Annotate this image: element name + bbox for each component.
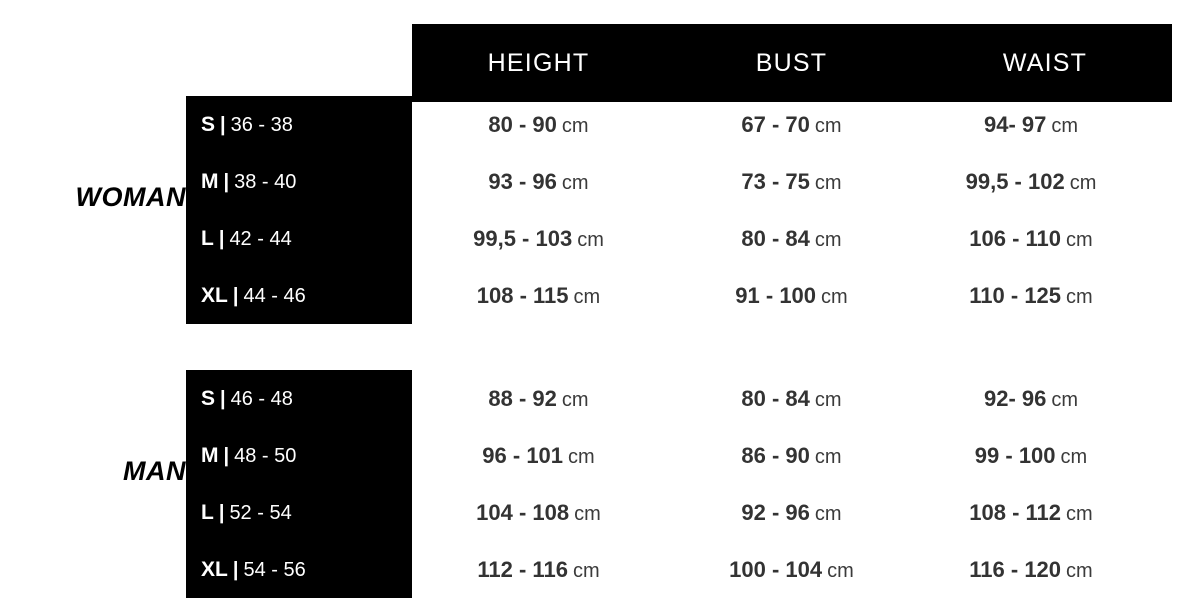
size-cell [186,444,412,468]
table-row [186,370,1200,427]
waist-cell [918,500,1172,526]
group-man [0,370,1200,598]
height-cell [412,500,665,526]
column-header-bust: BUST [755,48,828,77]
height-unit: cm [561,171,589,194]
table-row [186,210,1200,267]
waist-value: 106 - 110 [969,225,1062,251]
table-header-row [412,24,1172,102]
waist-value: 108 - 112 [969,499,1062,525]
waist-unit: cm [1051,388,1079,411]
bust-unit: cm [814,502,842,525]
size-label: S [201,386,216,410]
height-cell [412,226,665,252]
height-value: 99,5 - 103 [473,225,573,251]
bust-value: 80 - 84 [741,225,810,251]
height-value: 80 - 90 [488,111,557,137]
size-range: 42 - 44 [229,227,292,250]
bust-cell [665,557,918,583]
group-woman [0,96,1200,324]
size-label: S [201,112,216,136]
size-range: 46 - 48 [230,387,293,410]
group-label-man: MAN [123,456,186,486]
waist-cell [918,169,1172,195]
height-unit: cm [573,285,601,308]
waist-unit: cm [1051,114,1079,137]
waist-value: 99 - 100 [974,442,1056,468]
waist-cell [918,386,1172,412]
size-cell [186,558,412,582]
waist-unit: cm [1066,228,1093,251]
size-label: L [201,500,214,524]
rows-man [186,370,1200,598]
height-unit: cm [561,114,589,137]
height-value: 96 - 101 [482,442,564,468]
size-separator: | [220,113,226,136]
bust-value: 86 - 90 [741,442,810,468]
height-value: 88 - 92 [488,385,557,411]
bust-unit: cm [814,114,842,137]
bust-value: 91 - 100 [735,282,817,308]
bust-cell [665,500,918,526]
height-cell [412,283,665,309]
rows-woman [186,96,1200,324]
bust-unit: cm [814,388,842,411]
size-range: 38 - 40 [234,170,297,193]
size-cell [186,387,412,411]
bust-unit: cm [827,559,854,582]
size-label: XL [201,557,228,581]
size-separator: | [232,558,239,581]
waist-cell [918,112,1172,138]
bust-unit: cm [814,171,842,194]
table-row [186,267,1200,324]
bust-value: 92 - 96 [741,499,810,525]
waist-value: 110 - 125 [969,282,1062,308]
size-cell [186,113,412,137]
size-separator: | [218,501,225,524]
bust-unit: cm [814,228,842,251]
bust-value: 73 - 75 [741,168,810,194]
size-label: M [201,443,219,467]
waist-unit: cm [1069,171,1097,194]
waist-cell [918,443,1172,469]
height-unit: cm [561,388,589,411]
size-label: XL [201,283,228,307]
waist-unit: cm [1060,445,1088,468]
height-unit: cm [568,445,595,468]
size-range: 48 - 50 [234,444,297,467]
table-row [186,541,1200,598]
size-separator: | [218,227,225,250]
size-range: 52 - 54 [229,501,292,524]
column-header-waist: WAIST [1002,48,1088,77]
size-cell [186,170,412,194]
table-row [186,96,1200,153]
bust-cell [665,283,918,309]
bust-value: 80 - 84 [741,385,810,411]
size-cell [186,227,412,251]
waist-unit: cm [1066,559,1093,582]
waist-cell [918,226,1172,252]
bust-cell [665,169,918,195]
size-label: M [201,169,219,193]
bust-cell [665,386,918,412]
height-unit: cm [572,559,600,582]
bust-value: 100 - 104 [729,556,823,582]
column-header-height: HEIGHT [487,48,590,77]
height-unit: cm [574,502,601,525]
size-label: L [201,226,214,250]
height-value: 104 - 108 [476,499,570,525]
size-separator: | [223,170,230,193]
height-cell [412,557,665,583]
size-cell [186,501,412,525]
size-separator: | [223,444,230,467]
size-separator: | [232,284,239,307]
waist-value: 94- 97 [983,111,1047,137]
size-range: 36 - 38 [230,113,293,136]
waist-unit: cm [1066,285,1093,308]
height-cell [412,443,665,469]
bust-cell [665,112,918,138]
waist-cell [918,557,1172,583]
bust-value: 67 - 70 [741,111,810,137]
group-label-woman: WOMAN [75,182,186,212]
size-range: 44 - 46 [243,284,306,307]
height-value: 112 - 116 [477,556,568,582]
height-value: 108 - 115 [476,282,569,308]
table-row [186,153,1200,210]
size-cell [186,284,412,308]
table-row [186,484,1200,541]
size-range: 54 - 56 [243,558,306,581]
waist-value: 116 - 120 [969,556,1062,582]
height-cell [412,112,665,138]
waist-cell [918,283,1172,309]
height-unit: cm [577,228,604,251]
waist-unit: cm [1066,502,1093,525]
bust-cell [665,226,918,252]
waist-value: 99,5 - 102 [965,168,1065,194]
bust-cell [665,443,918,469]
height-cell [412,386,665,412]
bust-unit: cm [821,285,848,308]
height-value: 93 - 96 [488,168,557,194]
table-row [186,427,1200,484]
size-separator: | [220,387,226,410]
height-cell [412,169,665,195]
bust-unit: cm [814,445,842,468]
waist-value: 92- 96 [983,385,1047,411]
